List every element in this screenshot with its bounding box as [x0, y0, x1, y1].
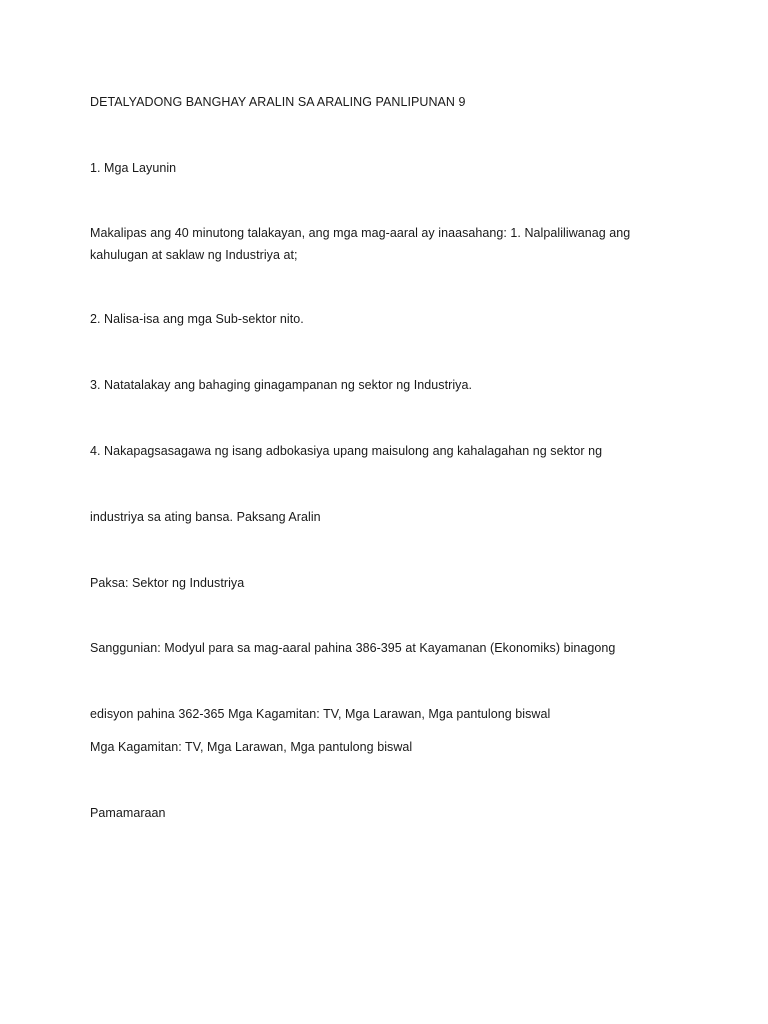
objective-2: 2. Nalisa-isa ang mga Sub-sektor nito.	[90, 312, 304, 326]
kagamitan-line: Mga Kagamitan: TV, Mga Larawan, Mga pantulong biswal	[90, 740, 413, 754]
sanggunian-line: Sanggunian: Modyul para sa mag-aaral pahina 386-395 at Kayamanan (Ekonomiks) binagong	[90, 641, 616, 655]
document-title: DETALYADONG BANGHAY ARALIN SA ARALING PANLIPUNAN 9	[90, 95, 466, 109]
objective-4: 4. Nakapagsasagawa ng isang adbokasiya upang maisulong ang kahalagahan ng sektor ng	[90, 444, 603, 458]
sanggunian-continued: edisyon pahina 362-365 Mga Kagamitan: TV, Mga Larawan, Mga pantulong biswal	[90, 707, 551, 721]
objective-3: 3. Natatalakay ang bahaging ginagampanan ng sektor ng Industriya.	[90, 378, 472, 392]
pamamaraan-heading: Pamamaraan	[90, 806, 166, 820]
paksa-line: Paksa: Sektor ng Industriya	[90, 576, 245, 590]
intro-paragraph: Makalipas ang 40 minutong talakayan, ang mga mag-aaral ay inaasahang: 1. Nalpaliliwanag ang kahulugan at saklaw ng Industriya at;	[90, 226, 631, 262]
objective-4-continued: industriya sa ating bansa. Paksang Aralin	[90, 510, 321, 524]
section-heading-layunin: 1. Mga Layunin	[90, 161, 177, 175]
